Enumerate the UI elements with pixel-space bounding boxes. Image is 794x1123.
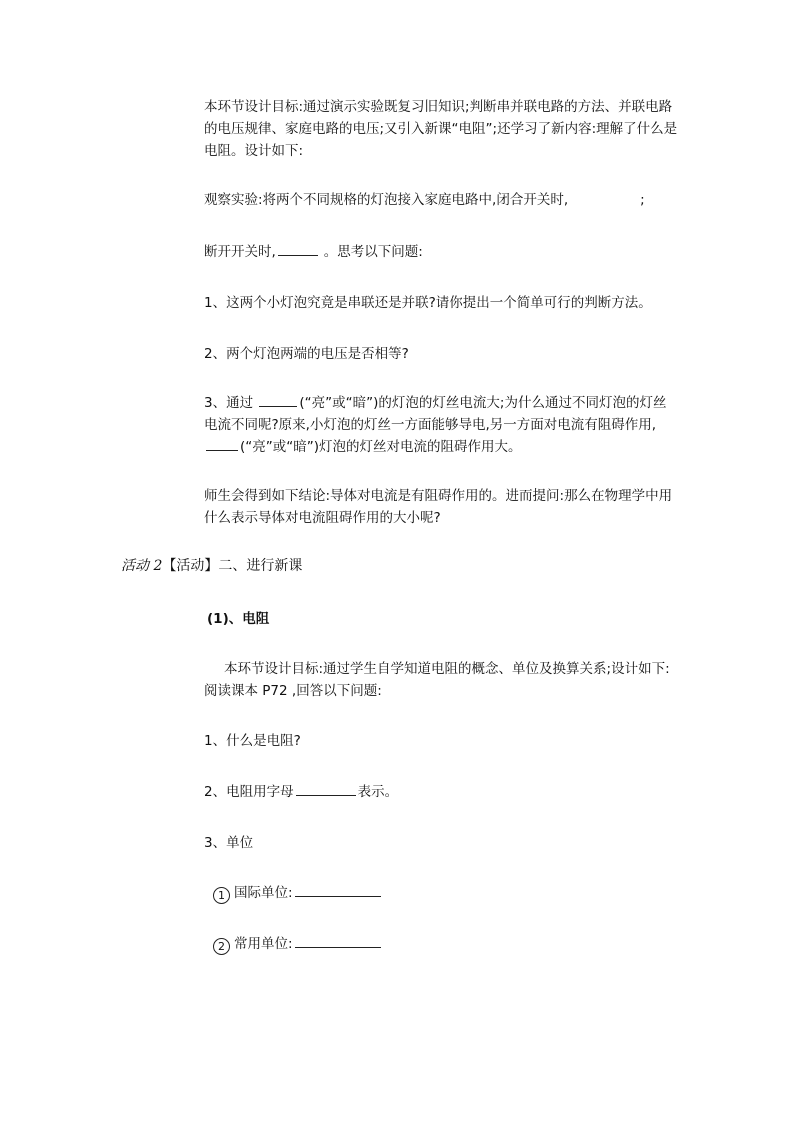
q3-text-c: (“亮”或“暗”)灯泡的灯丝对电流的阻碍作用大。 — [240, 439, 522, 455]
rq2-text-b: 表示。 — [357, 784, 399, 800]
observe-text: 观察实验:将两个不同规格的灯泡接入家庭电路中,闭合开关时, — [204, 192, 569, 208]
answer-blank — [278, 241, 318, 256]
question-1: 1、这两个小灯泡究竟是串联还是并联?请你提出一个简单可行的判断方法。 — [204, 295, 652, 311]
answer-blank — [206, 436, 238, 451]
answer-blank — [259, 392, 297, 407]
observe-line-2 — [204, 241, 684, 263]
conclusion-paragraph: 师生会得到如下结论:导体对电流是有阻碍作用的。进而提问:那么在物理学中用什么表示导体对电流阻碍作用的大小呢? — [204, 488, 673, 526]
resistance-goal: 本环节设计目标:通过学生自学知道电阻的概念、单位及换算关系;设计如下: — [224, 661, 670, 677]
unit-international-label: 国际单位: — [234, 885, 293, 901]
q3-text-a: 3、通过 — [204, 395, 254, 411]
resistance-question-1: 1、什么是电阻? — [204, 733, 301, 749]
q3-text-b: (“亮”或“暗”)的灯泡的灯丝电流大;为什么通过不同灯泡的灯丝电流不同呢?原来,小灯泡的灯丝一方面能够导电,另一方面对电流有阻碍作用, — [204, 395, 667, 433]
resistance-read: 阅读课本 P72 ,回答以下问题: — [204, 683, 382, 699]
unit-common — [213, 933, 383, 955]
observe-text-3: 。思考以下问题: — [323, 244, 423, 260]
number-circle: 1 — [213, 887, 230, 904]
number-circle: 2 — [213, 938, 230, 955]
section-title: (1)、电阻 — [207, 611, 270, 627]
resistance-question-2 — [204, 781, 684, 803]
resistance-question-3: 3、单位 — [204, 835, 254, 851]
activity-label: 【活动】二、进行新课 — [162, 558, 303, 574]
observe-text-2: 断开开关时, — [204, 244, 276, 260]
rq2-text-a: 2、电阻用字母 — [204, 784, 294, 800]
answer-blank — [295, 933, 381, 948]
activity-prefix: 活动 2 — [121, 558, 163, 574]
unit-common-label: 常用单位: — [234, 936, 293, 952]
answer-blank — [296, 781, 356, 796]
observe-line — [204, 189, 684, 211]
observe-semicolon: ; — [640, 192, 645, 208]
unit-international — [213, 882, 383, 904]
activity-heading — [121, 555, 302, 577]
intro-paragraph: 本环节设计目标:通过演示实验既复习旧知识;判断串并联电路的方法、并联电路的电压规律、家庭电路的电压;又引入新课“电阻”;还学习了新内容:理解了什么是电阻。设计如下: — [204, 99, 678, 159]
question-3 — [204, 392, 674, 458]
answer-blank — [295, 882, 381, 897]
question-2: 2、两个灯泡两端的电压是否相等? — [204, 346, 409, 362]
